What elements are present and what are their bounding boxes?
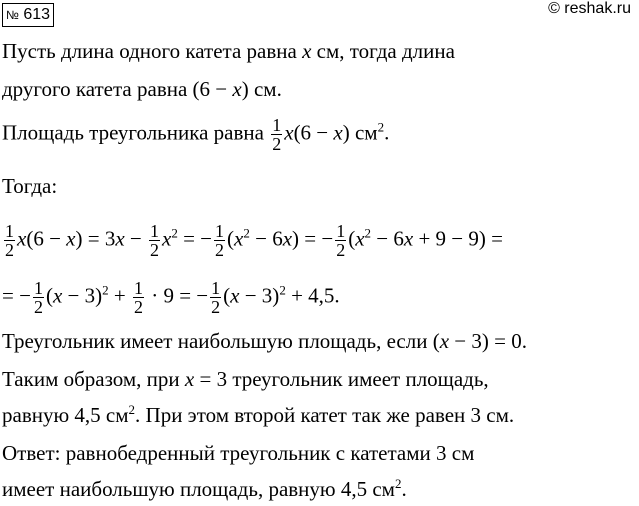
solution-line-3: Площадь треугольника равна $\frac{1}{2}$ x(6 − x) $см^2$. bbox=[2, 115, 390, 154]
solution-line-2: другого катета равна (6 − x) см. bbox=[2, 77, 282, 101]
fraction-half: $\frac{1}{2}$ bbox=[5, 221, 14, 260]
fraction-half: $\frac{1}{2}$ bbox=[33, 278, 43, 317]
fraction-half: $\frac{1}{2}$ bbox=[272, 115, 282, 154]
number-sign: № bbox=[6, 8, 19, 22]
problem-number: 613 bbox=[23, 6, 51, 23]
fraction-half: $\frac{1}{2}$ bbox=[150, 221, 160, 260]
site-watermark: © reshak.ru bbox=[548, 0, 631, 17]
line-1-text: Пусть длина одного катета равна x см, тогда длина bbox=[2, 39, 455, 63]
answer-line-1: Ответ: равнобедренный треугольник с катетами 3 см bbox=[2, 441, 475, 465]
formula-line-2: = − $\frac{1}{2}$ $(x - 3)^2$ + $\frac{1}{2}$ · 9 = − $\frac{1}{2}$ $(x - 3)^2 + 4,5$. bbox=[2, 278, 340, 317]
answer-line-2: имеет наибольшую площадь, равную 4,5 $см^2$. bbox=[2, 476, 407, 501]
formula-line-1: $\frac{1}{2}$ x(6 − x) = 3x − $\frac{1}{2}$ $x^2$ = − $\frac{1}{2}$ $(x^2 - 6x)$ = − $\frac{1}{2}$ $(x^2 - 6x + 9 - 9)$ = bbox=[5, 221, 503, 260]
fraction-half: $\frac{1}{2}$ bbox=[215, 221, 225, 260]
fraction-half: $\frac{1}{2}$ bbox=[211, 278, 221, 317]
fraction-half: $\frac{1}{2}$ bbox=[336, 221, 346, 260]
solution-line-7: Треугольник имеет наибольшую площадь, если (x − 3) = 0. bbox=[2, 329, 527, 353]
problem-number-badge bbox=[2, 3, 54, 27]
solution-line-8: Таким образом, при x = 3 треугольник имеет площадь, bbox=[2, 367, 489, 391]
solution-line-4: Тогда: bbox=[2, 174, 58, 198]
area-statement: Площадь треугольника равна bbox=[2, 120, 264, 145]
fraction-half: $\frac{1}{2}$ bbox=[133, 278, 143, 317]
solution-line-9: равную 4,5 $см^2$. При этом второй катет так же равен 3 см. bbox=[2, 402, 515, 427]
solution-line-1 bbox=[2, 38, 455, 64]
